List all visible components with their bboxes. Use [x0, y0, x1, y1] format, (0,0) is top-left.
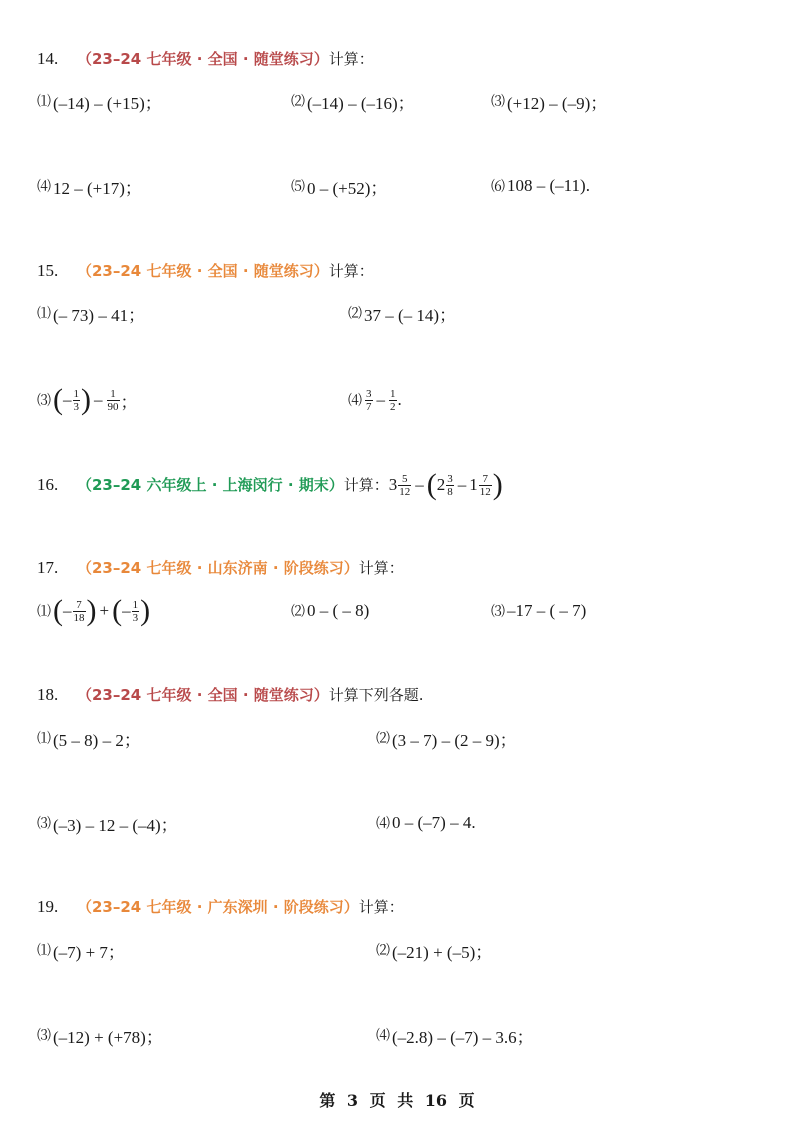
question-14-row-1	[37, 81, 757, 121]
question-19-header	[37, 896, 757, 918]
question-15-header	[37, 260, 757, 282]
question-source: （23–24 七年级 · 全国 · 随堂练习）	[77, 262, 329, 280]
expression: 12 – (+17)；	[53, 178, 142, 198]
fraction: $\frac{1}{2}$	[390, 387, 396, 413]
expression: (–12) + (+78)；	[53, 1027, 163, 1047]
question-19-row-1	[37, 930, 757, 970]
question-18-row-1	[37, 718, 757, 758]
fraction: $\frac{1}{3}$	[132, 598, 139, 624]
question-number: 19.	[37, 897, 59, 916]
expression: (–7) + 7；	[53, 942, 125, 962]
expression: (–21) + (–5)；	[392, 942, 493, 962]
question-instruction: 计算：	[358, 898, 404, 916]
sub-item: ⑷ 0 – (–7) – 4.	[376, 813, 476, 832]
expression: (– 73) – 41；	[53, 305, 146, 325]
expression: (–3) – 12 – (–4)；	[53, 815, 178, 835]
question-number: 17.	[37, 558, 59, 577]
question-instruction: 计算：	[328, 50, 374, 68]
question-15-row-1	[37, 293, 757, 333]
question-instruction: 计算下列各题.	[328, 686, 424, 704]
sub-item: ⑶ ( – $\frac{1}{3}$ ) – $\frac{1}{90}$ ；	[37, 383, 138, 416]
question-source: （23–24 七年级 · 广东深圳 · 阶段练习）	[77, 898, 359, 916]
question-source: （23–24 七年级 · 全国 · 随堂练习）	[77, 50, 329, 68]
expression: (5 – 8) – 2；	[53, 730, 141, 750]
question-14-row-2	[37, 166, 757, 206]
expression: 108 – (–11).	[507, 176, 590, 195]
fraction: $\frac{1}{3}$	[73, 387, 79, 413]
sub-item: ⑵ (3 – 7) – (2 – 9)；	[376, 718, 517, 758]
expression: 0 – (+52)；	[307, 178, 388, 198]
fraction: $\frac{1}{90}$	[107, 387, 119, 413]
question-instruction: 计算：	[328, 262, 374, 280]
sub-item: ⑶ (–12) + (+78)；	[37, 1015, 163, 1055]
question-17-row-1	[37, 591, 757, 631]
sub-item: ⑶ (–3) – 12 – (–4)；	[37, 803, 178, 843]
question-18-row-2	[37, 803, 757, 843]
sub-item: ⑵ (–14) – (–16)；	[291, 81, 415, 121]
sub-item: ⑶ –17 – ( – 7)	[491, 601, 587, 620]
sub-item: ⑷ (–2.8) – (–7) – 3.6；	[376, 1015, 534, 1055]
sub-item: ⑴ (5 – 8) – 2；	[37, 718, 141, 758]
question-instruction: 计算：	[343, 476, 389, 494]
question-source: （23–24 七年级 · 山东济南 · 阶段练习）	[77, 559, 359, 577]
question-19-row-2	[37, 1015, 757, 1055]
question-17-header	[37, 557, 757, 579]
sub-item: ⑴ ( – $\frac{7}{18}$ ) + ( – $\frac{1}{3}$ )	[37, 594, 151, 627]
expression: 0 – ( – 8)	[307, 601, 370, 620]
fraction: $\frac{7}{18}$	[73, 598, 85, 624]
question-18-header	[37, 684, 757, 706]
question-number: 14.	[37, 49, 59, 68]
expression: 3 $\frac{5}{12}$ – ( 2 $\frac{3}{8}$ – 1 $\frac{7}{12}$ )	[388, 468, 503, 501]
sub-item: ⑷ 12 – (+17)；	[37, 166, 142, 206]
question-16	[37, 463, 757, 507]
expression: 37 – (– 14)；	[364, 305, 457, 325]
sub-item: ⑵ 0 – ( – 8)	[291, 601, 370, 620]
question-number: 15.	[37, 261, 59, 280]
expression: (3 – 7) – (2 – 9)；	[392, 730, 517, 750]
question-14-header	[37, 48, 757, 70]
fraction: $\frac{3}{7}$	[366, 387, 372, 413]
sub-item: ⑴ (–7) + 7；	[37, 930, 125, 970]
sub-item: ⑵ 37 – (– 14)；	[348, 293, 456, 333]
question-15-row-2	[37, 380, 757, 420]
sub-item: ⑴ (–14) – (+15)；	[37, 81, 162, 121]
question-source: （23–24 六年级上 · 上海闵行 · 期末）	[77, 476, 344, 494]
expression: –17 – ( – 7)	[507, 601, 587, 620]
sub-item: ⑹ 108 – (–11).	[491, 176, 590, 195]
sub-item: ⑶ (+12) – (–9)；	[491, 81, 607, 121]
expression: (+12) – (–9)；	[507, 93, 608, 113]
expression: 0 – (–7) – 4.	[392, 813, 476, 832]
sub-item: ⑸ 0 – (+52)；	[291, 166, 387, 206]
sub-item: ⑷ $\frac{3}{7}$ – $\frac{1}{2}$ .	[348, 387, 402, 413]
expression: (–14) – (+15)；	[53, 93, 162, 113]
expression: (–14) – (–16)；	[307, 93, 415, 113]
question-number: 18.	[37, 685, 59, 704]
sub-item: ⑴ (– 73) – 41；	[37, 293, 145, 333]
question-number: 16.	[37, 475, 59, 494]
sub-item: ⑵ (–21) + (–5)；	[376, 930, 492, 970]
expression: (–2.8) – (–7) – 3.6；	[392, 1027, 534, 1047]
page-footer: 第 3 页 共 16 页	[319, 1091, 475, 1110]
question-instruction: 计算：	[358, 559, 404, 577]
question-source: （23–24 七年级 · 全国 · 随堂练习）	[77, 686, 329, 704]
